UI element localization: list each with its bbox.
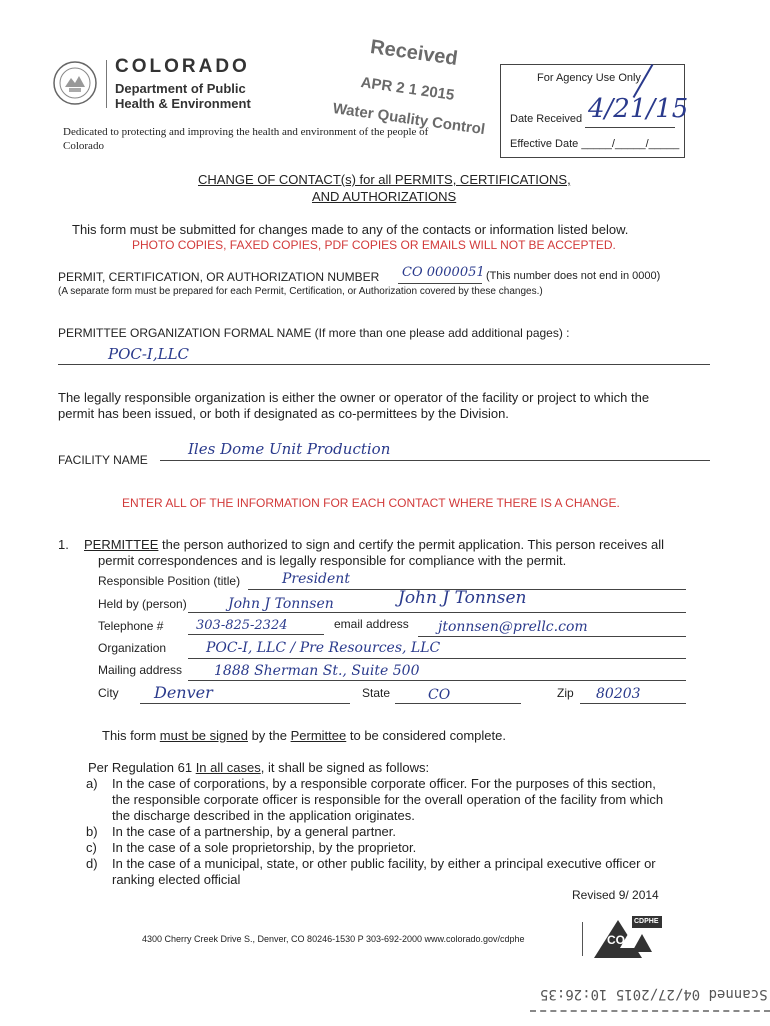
department-line1: Department of Public [115, 81, 246, 96]
state-name: COLORADO [115, 56, 250, 77]
date-received-label: Date Received [510, 113, 583, 125]
dedication-line1: Dedicated to protecting and improving the health and environment of the people of [63, 126, 429, 138]
permittee-signature: John J Tonnsen [398, 588, 527, 608]
permittee-heading: PERMITTEE [84, 537, 159, 552]
date-received-value: 4/21/15 [588, 94, 689, 124]
held-by-label: Held by (person) [98, 597, 187, 611]
legal-text-line1: The legally responsible organization is either the owner or operator of the facility or project to which the [58, 390, 650, 405]
permit-number-label: PERMIT, CERTIFICATION, OR AUTHORIZATION NUMBER [58, 270, 380, 284]
signed-note [102, 728, 506, 743]
state-line [395, 703, 521, 704]
state-value: CO [428, 687, 451, 703]
header-divider [106, 60, 107, 108]
facility-name-label: FACILITY NAME [58, 453, 148, 467]
position-value: President [282, 571, 350, 587]
state-seal-icon [52, 60, 98, 106]
mailing-address-line [188, 680, 686, 681]
form-title-line1: CHANGE OF CONTACT(s) for all PERMITS, CERTIFICATIONS, [198, 172, 571, 187]
permit-number-note: (This number does not end in 0000) [486, 270, 661, 282]
effective-date-label: Effective Date _____/_____/_____ [510, 138, 680, 150]
signed-note-must: must be signed [159, 728, 248, 743]
cdphe-logo-label: CDPHE [634, 918, 659, 925]
held-by-value: John J Tonnsen [228, 596, 334, 612]
position-label: Responsible Position (title) [98, 574, 241, 588]
department-line2: Health & Environment [115, 96, 251, 111]
zip-label: Zip [557, 686, 574, 700]
regulation-a-line2: the responsible corporate officer is responsible for the overall operation of the facility from which [112, 792, 664, 807]
copies-warning: PHOTO COPIES, FAXED COPIES, PDF COPIES OR EMAILS WILL NOT BE ACCEPTED. [132, 238, 616, 252]
permittee-description [84, 537, 664, 552]
cdphe-logo-co: CO [607, 933, 625, 947]
email-label: email address [334, 617, 409, 631]
held-by-line [188, 612, 686, 613]
zip-line [580, 703, 686, 704]
regulation-d-line2: ranking elected official [112, 872, 241, 887]
city-line [140, 703, 350, 704]
regulation-b: In the case of a partnership, by a general partner. [112, 824, 397, 839]
city-label: City [98, 686, 119, 700]
telephone-line [188, 634, 324, 635]
separate-form-note: (A separate form must be prepared for each Permit, Certification, or Authorization covered by these changes.) [58, 286, 543, 297]
regulation-c: In the case of a sole proprietorship, by the proprietor. [112, 840, 417, 855]
regulation-intro-post: , it shall be signed as follows: [260, 760, 430, 775]
signed-note-pre: This form [102, 728, 160, 743]
organization-value: POC-I, LLC / Pre Resources, LLC [206, 640, 441, 656]
regulation-intro-pre: Per Regulation 61 [88, 760, 196, 775]
legal-text-line2: permit has been issued, or both if designated as co-permittees by the Division. [58, 406, 509, 421]
telephone-label: Telephone # [98, 619, 164, 633]
regulation-a-label: a) [86, 776, 98, 791]
scan-stamp: Scanned 04/27/2015 10:26:35 [540, 986, 768, 1002]
agency-use-title: For Agency Use Only [537, 72, 641, 84]
org-name-line [58, 364, 710, 365]
regulation-c-label: c) [86, 840, 97, 855]
section-instruction: ENTER ALL OF THE INFORMATION FOR EACH CONTACT WHERE THERE IS A CHANGE. [122, 496, 620, 510]
date-received-line [585, 127, 675, 128]
regulation-d-line1: In the case of a municipal, state, or other public facility, by either a principal executive officer or [112, 856, 656, 871]
telephone-value: 303-825-2324 [196, 618, 288, 633]
regulation-b-label: b) [86, 824, 98, 839]
permittee-desc-line2: permit correspondences and is legally responsible for compliance with the permit. [98, 553, 567, 568]
mailing-address-value: 1888 Sherman St., Suite 500 [214, 663, 420, 679]
dedication-line2: Colorado [63, 140, 104, 152]
email-line [418, 636, 686, 637]
intro-text: This form must be submitted for changes made to any of the contacts or information listed below. [72, 222, 629, 237]
signed-note-post: to be considered complete. [346, 728, 506, 743]
regulation-a-line3: the discharge described in the application originates. [112, 808, 415, 823]
regulation-intro-ul: In all cases [195, 760, 261, 775]
regulation-intro [88, 760, 429, 775]
zip-value: 80203 [596, 686, 641, 702]
received-stamp-date: APR 2 1 2015 [359, 74, 456, 104]
city-value: Denver [154, 683, 213, 702]
org-name-value: POC-I,LLC [108, 345, 190, 363]
email-value: jtonnsen@prellc.com [438, 619, 588, 635]
organization-line [188, 658, 686, 659]
facility-name-value: Iles Dome Unit Production [188, 440, 391, 458]
permit-number-value: CO 0000051 [402, 265, 485, 280]
permit-number-line [398, 283, 482, 284]
state-label: State [362, 686, 391, 700]
organization-label: Organization [98, 641, 167, 655]
org-name-label: PERMITTEE ORGANIZATION FORMAL NAME (If more than one please add additional pages) : [58, 326, 570, 340]
revised-date: Revised 9/ 2014 [572, 888, 659, 902]
signed-note-mid: by the [247, 728, 291, 743]
permittee-desc-line1: the person authorized to sign and certify the permit application. This person receives all [158, 537, 664, 552]
footer-divider [582, 922, 583, 956]
facility-name-line [160, 460, 710, 461]
mailing-address-label: Mailing address [98, 663, 183, 677]
received-stamp-division: Water Quality Control [331, 100, 487, 139]
permittee-number: 1. [58, 537, 69, 552]
footer-address: 4300 Cherry Creek Drive S., Denver, CO 80246-1530 P 303-692-2000 www.colorado.gov/cdphe [142, 934, 525, 944]
signed-note-permittee: Permittee [290, 728, 347, 743]
received-stamp-title: Received [368, 36, 459, 71]
regulation-a-line1: In the case of corporations, by a responsible corporate officer. For the purposes of this section, [112, 776, 656, 791]
regulation-d-label: d) [86, 856, 98, 871]
form-title-line2: AND AUTHORIZATIONS [312, 189, 457, 204]
